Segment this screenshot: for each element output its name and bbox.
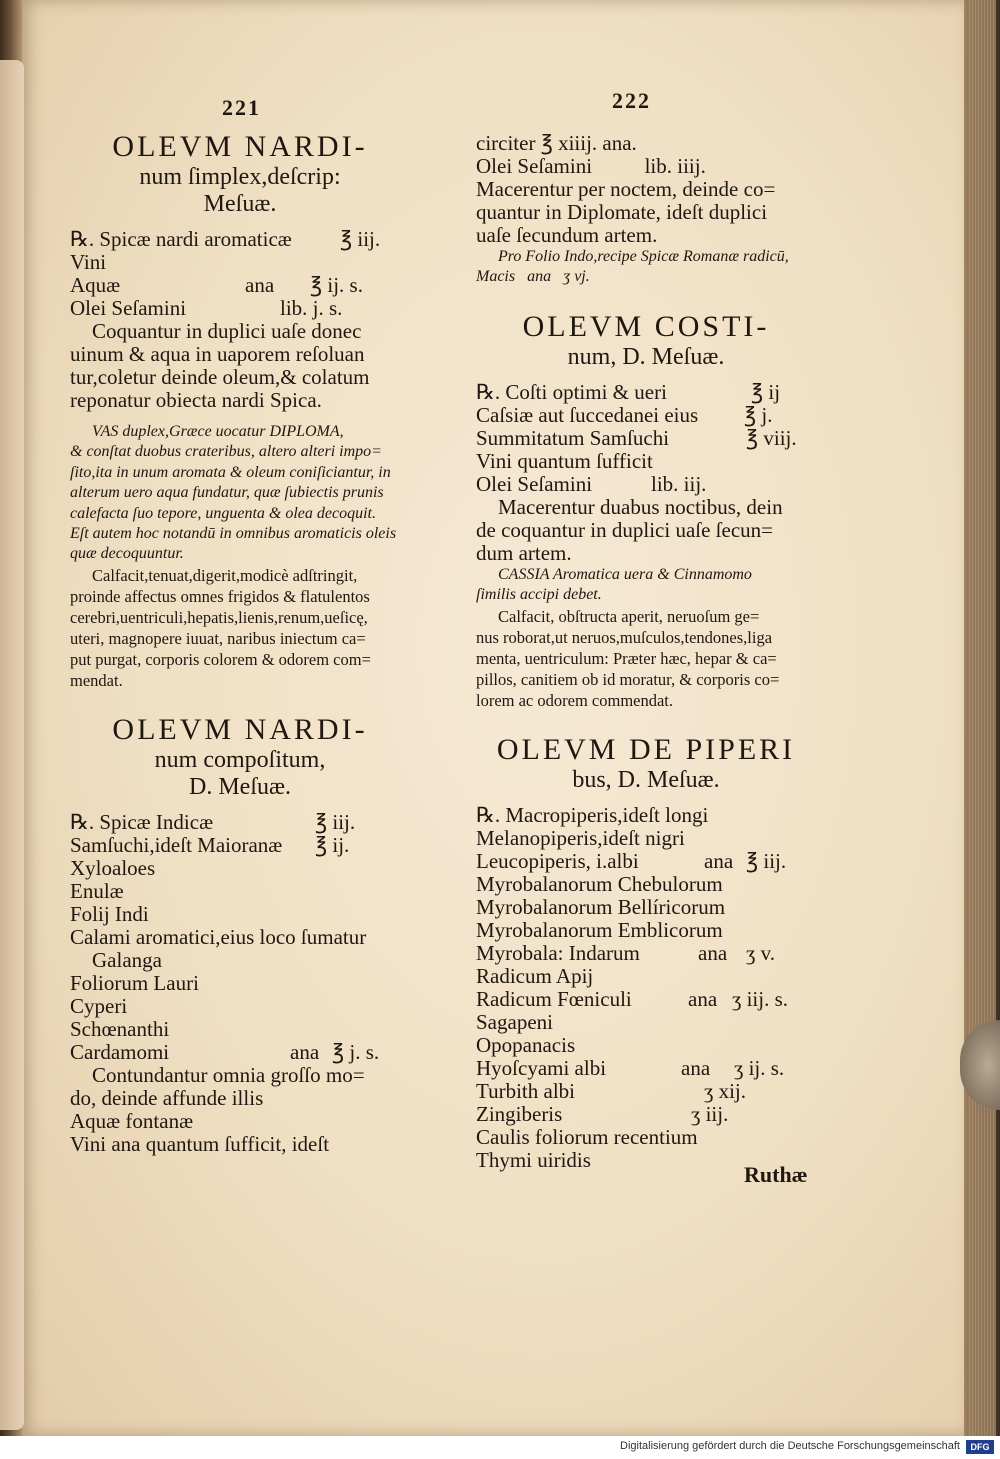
body-line: Coquantur in duplici uaſe donec bbox=[92, 319, 362, 343]
ingredient-line bbox=[476, 1034, 816, 1057]
virtues-line: Calfacit, obſtructa aperit, neruoſum ge= bbox=[498, 606, 760, 626]
ingredient-name: Zingiberis bbox=[476, 1101, 563, 1126]
ingredient-name: Calami aromatici,eius loco ſumatur bbox=[70, 924, 367, 949]
page-number-right: 222 bbox=[612, 88, 651, 113]
ingredient-name: ℞. Spicæ Indicæ bbox=[70, 809, 214, 834]
ingredient-name: Galanga bbox=[92, 947, 162, 972]
ingredient-dose: ʒ ij. s. bbox=[734, 1055, 785, 1080]
ingredient-name: Olei Seſamini bbox=[476, 471, 593, 496]
note-line: CASSIA Aromatica uera & Cinnamomo bbox=[498, 565, 752, 583]
ingredient-dose: lib. iij. bbox=[651, 471, 707, 496]
ingredient-line bbox=[476, 850, 816, 873]
virtues-line: mendat. bbox=[70, 670, 123, 690]
ingredient-name: Melanopiperis,ideſt nigri bbox=[476, 825, 685, 850]
body-line: reponatur obiecta nardi Spica. bbox=[70, 388, 322, 412]
right-column bbox=[476, 132, 816, 1172]
catchword: Ruthæ bbox=[744, 1162, 808, 1187]
ingredient-line bbox=[70, 274, 410, 297]
ingredient-line bbox=[70, 995, 410, 1018]
ingredient-line bbox=[476, 473, 816, 496]
ingredient-dose: ʒ xij. bbox=[704, 1078, 746, 1103]
page-number-left: 221 bbox=[222, 95, 261, 120]
ingredient-name: Samſuchi,ideſt Maioranæ bbox=[70, 832, 283, 857]
body-line: Macerentur duabus noctibus, dein bbox=[498, 494, 783, 519]
ingredient-line bbox=[476, 381, 816, 404]
ana-label: ana bbox=[698, 940, 728, 965]
body-line: de coquantur in duplici uaſe ſecun= bbox=[476, 517, 773, 542]
ana-label: ana bbox=[245, 273, 275, 297]
note-line: Eſt autem hoc notandū in omnibus aromaticis oleis bbox=[70, 525, 397, 543]
ingredient-line bbox=[476, 827, 816, 850]
ingredient-line bbox=[476, 873, 816, 896]
virtues-line: uteri, magnopere iuuat, naribus iniectum ca= bbox=[70, 628, 366, 648]
left-column bbox=[70, 130, 410, 1156]
note-line: Macis ana ʒ vj. bbox=[476, 268, 590, 286]
ingredient-name: Thymi uiridis bbox=[476, 1147, 591, 1172]
body-line: Macerentur per noctem, deinde co= bbox=[476, 177, 776, 201]
ingredient-name: Summitatum Samſuchi bbox=[476, 425, 670, 450]
ingredient-name: Turbith albi bbox=[476, 1078, 575, 1103]
ingredient-name: Myrobala: Indarum bbox=[476, 940, 640, 965]
ingredient-line bbox=[476, 1126, 816, 1149]
virtues-line: lorem ac odorem commendat. bbox=[476, 690, 674, 710]
ingredient-line bbox=[476, 427, 816, 450]
virtues-line: proinde affectus omnes frigidos & flatulentos bbox=[70, 586, 370, 606]
ingredient-name: Caſsiæ aut ſuccedanei eius bbox=[476, 402, 699, 427]
ingredient-line bbox=[70, 903, 410, 926]
ingredient-dose: ʒ iij. bbox=[691, 1101, 729, 1126]
note-line: quæ decoquuntur. bbox=[70, 545, 184, 563]
ingredient-line bbox=[476, 1057, 816, 1080]
ingredient-dose: ℥ iij. bbox=[340, 227, 381, 251]
virtues-line: pillos, canitiem ob id moratur, & corporis co= bbox=[476, 669, 780, 689]
ingredient-line bbox=[476, 1103, 816, 1126]
ingredient-dose: lib. j. s. bbox=[280, 296, 343, 320]
body-line: Vini ana quantum ſufficit, ideſt bbox=[70, 1131, 330, 1156]
ingredient-name: Xyloaloes bbox=[70, 855, 156, 880]
ingredient-line bbox=[70, 1018, 410, 1041]
section-subheading: num ſimplex,deſcrip: bbox=[139, 164, 341, 190]
ingredient-line bbox=[70, 297, 410, 320]
body-line: quantur in Diplomate, ideſt duplici bbox=[476, 200, 768, 224]
ingredient-name: Cardamomi bbox=[70, 1039, 170, 1064]
ingredient-line bbox=[476, 988, 816, 1011]
note-line: Pro Folio Indo,recipe Spicæ Romanæ radicū, bbox=[498, 248, 789, 265]
ingredient-name: ℞. Coſti optimi & ueri bbox=[476, 379, 667, 404]
ingredient-name: Olei Seſamini bbox=[70, 296, 187, 320]
ingredient-name: Vini bbox=[70, 250, 107, 274]
body-line: Contundantur omnia groſſo mo= bbox=[92, 1062, 365, 1087]
ingredient-name: Aquæ bbox=[70, 273, 121, 297]
section-heading: OLEVM DE PIPERI bbox=[496, 732, 796, 766]
ingredient-name: Hyoſcyami albi bbox=[476, 1055, 607, 1080]
dfg-logo-icon: DFG bbox=[966, 1440, 994, 1454]
section-subheading: Meſuæ. bbox=[203, 191, 277, 217]
note-line: calefacta ſuo tepore, unguenta & olea decoquit. bbox=[70, 504, 376, 522]
body-line: Aquæ fontanæ bbox=[70, 1108, 194, 1133]
section-heading: OLEVM NARDI- bbox=[112, 130, 368, 163]
ana-label: ana bbox=[704, 848, 734, 873]
note-line: ſito,ita in unum aromata & oleum coniſiciantur, in bbox=[70, 463, 391, 481]
virtues-line: Calfacit,tenuat,digerit,modicè adſtringit, bbox=[92, 565, 358, 585]
section-subheading: bus, D. Meſuæ. bbox=[572, 766, 720, 793]
ingredient-dose: ℥ viij. bbox=[746, 425, 797, 450]
ingredient-name: Myrobalanorum Chebulorum bbox=[476, 871, 723, 896]
ingredient-line bbox=[476, 804, 816, 827]
ingredient-name: Myrobalanorum Bellíricorum bbox=[476, 894, 726, 919]
previous-page-edge bbox=[0, 60, 24, 1430]
virtues-line: nus roborat,ut neruos,muſculos,tendones,liga bbox=[476, 627, 773, 647]
virtues-line: menta, uentriculum: Præter hæc, hepar & ca= bbox=[476, 648, 777, 668]
note-line: ſimilis accipi debet. bbox=[476, 586, 602, 604]
ingredient-line bbox=[476, 919, 816, 942]
ingredient-dose: ℥ ij. bbox=[315, 832, 350, 857]
ingredient-dose: ʒ v. bbox=[746, 940, 775, 965]
ingredient-line bbox=[70, 1041, 410, 1064]
ingredient-name: Opopanacis bbox=[476, 1032, 576, 1057]
ingredient-name: ℞. Macropiperis,ideſt longi bbox=[476, 802, 709, 827]
ingredient-name: Myrobalanorum Emblicorum bbox=[476, 917, 723, 942]
ingredient-line bbox=[70, 251, 410, 274]
ingredient-name: Cyperi bbox=[70, 993, 128, 1018]
note-line: & conſtat duobus crateribus, altero alteri impo= bbox=[70, 443, 382, 461]
ingredient-line bbox=[70, 811, 410, 834]
ingredient-dose: ℥ iij. bbox=[746, 848, 787, 873]
digitization-footer bbox=[0, 1436, 1000, 1459]
ingredient-name: Schœnanthi bbox=[70, 1016, 170, 1041]
note-line: alterum uero aqua fundatur, quæ ſubiectis prunis bbox=[70, 484, 384, 502]
ingredient-line bbox=[70, 880, 410, 903]
body-line: dum artem. bbox=[476, 540, 572, 565]
body-line: uaſe ſecundum artem. bbox=[476, 223, 658, 247]
section-subheading: num, D. Meſuæ. bbox=[567, 343, 725, 370]
ingredient-name: Enulæ bbox=[70, 878, 124, 903]
ingredient-dose: ℥ ij bbox=[751, 379, 781, 404]
ingredient-dose: ℥ ij. s. bbox=[310, 273, 363, 297]
ingredient-name: Leucopiperis, i.albi bbox=[476, 848, 639, 873]
body-line: circiter ℥ xiiij. ana. bbox=[476, 131, 637, 155]
ingredient-name: Radicum Fœniculi bbox=[476, 986, 632, 1011]
section-subheading: num compoſitum, bbox=[154, 746, 326, 773]
ingredient-dose: ℥ j. s. bbox=[332, 1039, 380, 1064]
ingredient-line bbox=[70, 972, 410, 995]
ingredient-name: Caulis foliorum recentium bbox=[476, 1124, 698, 1149]
ana-label: ana bbox=[688, 986, 718, 1011]
ingredient-line bbox=[476, 450, 816, 473]
ingredient-name: Sagapeni bbox=[476, 1009, 553, 1034]
ingredient-line bbox=[476, 965, 816, 988]
ingredient-line bbox=[476, 1080, 816, 1103]
page-stack bbox=[968, 0, 996, 1436]
book-right-edge bbox=[964, 0, 1000, 1436]
ingredient-line bbox=[476, 1011, 816, 1034]
ingredient-line bbox=[70, 949, 410, 972]
ingredient-name: Foliorum Lauri bbox=[70, 970, 199, 995]
footer-credit: Digitalisierung gefördert durch die Deutsche Forschungsgemeinschaft bbox=[620, 1440, 960, 1452]
body-line: uinum & aqua in uaporem reſoluan bbox=[70, 342, 365, 366]
ingredient-line bbox=[70, 926, 410, 949]
ingredient-dose: ℥ iij. bbox=[315, 809, 356, 834]
body-line: tur,coletur deinde oleum,& colatum bbox=[70, 365, 370, 389]
ingredient-dose: ℥ j. bbox=[744, 402, 773, 427]
ingredient-dose: ʒ iij. s. bbox=[732, 986, 788, 1011]
ingredient-line bbox=[70, 857, 410, 880]
section-subheading: D. Meſuæ. bbox=[189, 773, 291, 800]
body-line: do, deinde affunde illis bbox=[70, 1085, 264, 1110]
section-heading: OLEVM COSTI- bbox=[522, 309, 770, 343]
ingredient-name: Vini quantum ſufficit bbox=[476, 448, 653, 473]
virtues-line: cerebri,uentriculi,hepatis,lienis,renum,ueſicę, bbox=[70, 607, 368, 627]
ingredient-line bbox=[70, 834, 410, 857]
ingredient-line bbox=[476, 942, 816, 965]
note-line: VAS duplex,Græce uocatur DIPLOMA, bbox=[92, 423, 344, 440]
virtues-line: put purgat, corporis colorem & odorem com= bbox=[70, 649, 371, 669]
ana-label: ana bbox=[290, 1039, 320, 1064]
body-line: Olei Seſamini lib. iiij. bbox=[476, 154, 706, 178]
ingredient-line bbox=[476, 896, 816, 919]
ingredient-name: ℞. Spicæ nardi aromaticæ bbox=[70, 227, 292, 251]
ingredient-line bbox=[476, 404, 816, 427]
ingredient-name: Radicum Apij bbox=[476, 963, 594, 988]
ingredient-line bbox=[70, 228, 410, 251]
section-heading: OLEVM NARDI- bbox=[112, 712, 368, 746]
ingredient-name: Folij Indi bbox=[70, 901, 149, 926]
ana-label: ana bbox=[681, 1055, 711, 1080]
